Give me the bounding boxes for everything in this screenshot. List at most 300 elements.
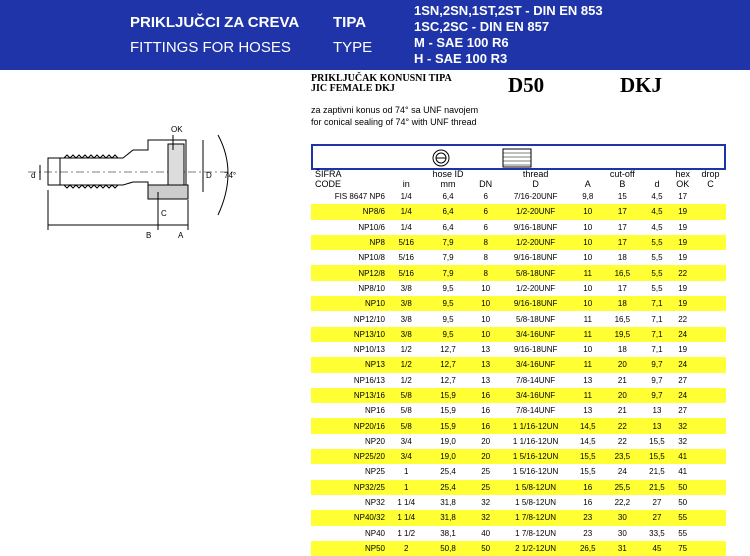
table-cell-in: 3/4: [400, 436, 412, 446]
table-cell-ok: 24: [670, 357, 695, 372]
fitting-name-english: JIC FEMALE DKJ: [311, 83, 395, 94]
fitting-name-serbian: PRIKLJUČAK KONUSNI TIPA: [311, 73, 452, 84]
table-cell-mm: 15,9: [421, 418, 474, 433]
table-row: [311, 495, 726, 510]
table-cell-code: NP16/13: [353, 375, 385, 385]
table-cell-code: NP13/10: [311, 327, 391, 342]
table-cell-d: 1 5/8-12UN: [515, 498, 557, 508]
table-cell-d: 7/16-20UNF: [513, 192, 558, 202]
table-cell-mm: 50,8: [421, 541, 474, 556]
header-cell: [574, 169, 601, 179]
table-cell-d: 5,5: [644, 265, 671, 280]
table-cell-ok: 19: [678, 345, 688, 355]
header-cell: [644, 169, 671, 179]
description-english: for conical sealing of 74° with UNF thread: [311, 117, 477, 127]
table-cell-d: 7,1: [651, 314, 663, 324]
table-cell-c: [695, 235, 726, 250]
header-cell: hex: [675, 169, 690, 179]
table-cell-c: [695, 373, 726, 388]
label-b: B: [146, 231, 152, 240]
table-cell-in: 1/2: [400, 375, 412, 385]
table-cell-d: 15,5: [649, 436, 665, 446]
table-cell-d: 1 7/8-12UN: [515, 528, 557, 538]
table-cell-b: 20: [601, 357, 644, 372]
header-cell: A: [584, 179, 591, 189]
table-cell-d: 5,5: [651, 283, 663, 293]
table-cell-ok: 32: [670, 418, 695, 433]
type-label-serbian: TIPA: [333, 14, 367, 31]
table-cell-a: 10: [583, 253, 593, 263]
symbol-icons: [313, 146, 728, 170]
table-cell-c: [695, 434, 726, 449]
table-cell-ok: 55: [670, 510, 695, 525]
table-cell-code: NP16: [364, 406, 385, 416]
table-cell-mm: 15,9: [440, 406, 456, 416]
table-cell-ok: 55: [678, 528, 688, 538]
table-cell-dn: 6: [483, 192, 488, 202]
table-cell-in: 5/16: [391, 235, 421, 250]
table-cell-dn: 13: [481, 345, 491, 355]
header-cell: D: [532, 179, 539, 189]
table-cell-b: 24: [617, 467, 627, 477]
table-cell-mm: 31,8: [421, 510, 474, 525]
table-cell-d: 1 5/16-12UN: [512, 467, 559, 477]
header-cell: ŠIFRA: [315, 169, 342, 179]
table-cell-dn: 6: [483, 222, 488, 232]
table-cell-d: 4,5: [644, 204, 671, 219]
header-cell: mm: [440, 179, 456, 189]
table-cell-d: 21,5: [649, 467, 665, 477]
table-cell-dn: 25: [475, 480, 497, 495]
table-cell-d: 5,5: [644, 235, 671, 250]
table-cell-d: 1 5/16-12UN: [497, 449, 575, 464]
label-ok: OK: [171, 125, 183, 134]
table-cell-dn: 13: [475, 357, 497, 372]
table-cell-dn: 20: [475, 449, 497, 464]
table-cell-c: [695, 541, 726, 556]
table-row: [311, 526, 726, 541]
table-cell-b: 22: [617, 436, 627, 446]
table-cell-in: 1/4: [400, 192, 412, 202]
table-cell-c: [695, 281, 726, 296]
table-cell-a: 15,5: [574, 449, 601, 464]
table-cell-a: 15,5: [579, 467, 596, 477]
table-cell-ok: 27: [678, 375, 688, 385]
table-cell-d: 7,1: [651, 345, 663, 355]
table-cell-a: 23: [574, 510, 601, 525]
fitting-technical-drawing: [28, 120, 243, 245]
table-cell-d: 9/16-18UNF: [513, 345, 558, 355]
fitting-code: DKJ: [620, 73, 662, 97]
table-cell-c: [695, 388, 726, 403]
table-cell-a: 10: [574, 296, 601, 311]
table-cell-d: 3/4-16UNF: [497, 388, 575, 403]
table-cell-a: 16: [583, 498, 593, 508]
table-cell-c: [695, 311, 726, 326]
table-row: [311, 220, 726, 235]
table-cell-d: 7/8-14UNF: [516, 375, 556, 385]
table-cell-dn: 8: [475, 265, 497, 280]
header-cell: drop: [701, 169, 720, 179]
table-cell-mm: 19,0: [421, 449, 474, 464]
table-cell-in: 3/8: [400, 314, 412, 324]
table-cell-b: 16,5: [601, 265, 644, 280]
table-cell-b: 22: [601, 418, 644, 433]
table-cell-in: 3/8: [391, 296, 421, 311]
title-english: FITTINGS FOR HOSES: [130, 39, 291, 56]
table-cell-c: [695, 357, 726, 372]
table-cell-ok: 24: [670, 388, 695, 403]
table-row: [311, 449, 726, 464]
label-c: C: [161, 209, 167, 218]
table-cell-in: 1 1/4: [391, 510, 421, 525]
fittings-table: [311, 169, 726, 556]
table-cell-mm: 6,4: [442, 192, 454, 202]
table-cell-d: 9,7: [644, 357, 671, 372]
label-angle: 74°: [224, 171, 237, 180]
table-cell-d: 5/8-18UNF: [516, 314, 556, 324]
table-cell-d: 4,5: [651, 222, 663, 232]
table-cell-code: NP10: [311, 296, 391, 311]
table-cell-c: [695, 327, 726, 342]
header-banner: [0, 0, 750, 70]
table-cell-in: 5/16: [398, 253, 415, 263]
table-cell-b: 17: [617, 283, 627, 293]
table-cell-d: 9/16-18UNF: [513, 253, 558, 263]
table-cell-b: 25,5: [601, 480, 644, 495]
table-cell-ok: 41: [670, 449, 695, 464]
table-cell-d: 3/4-16UNF: [497, 357, 575, 372]
table-row: [311, 250, 726, 265]
table-cell-a: 11: [574, 388, 601, 403]
table-cell-dn: 32: [475, 510, 497, 525]
table-cell-c: [695, 296, 726, 311]
table-row: [311, 281, 726, 296]
table-cell-dn: 16: [475, 388, 497, 403]
table-cell-ok: 22: [678, 314, 688, 324]
table-cell-d: 9,7: [651, 375, 663, 385]
header-cell: C: [707, 179, 714, 189]
table-cell-in: 5/8: [391, 388, 421, 403]
symbol-row: [311, 144, 726, 170]
table-cell-code: NP32/25: [311, 480, 391, 495]
table-row: [311, 434, 726, 449]
table-cell-c: [695, 418, 726, 433]
table-cell-b: 23,5: [601, 449, 644, 464]
table-cell-d: 1/2-20UNF: [497, 204, 575, 219]
table-cell-in: 1/4: [391, 204, 421, 219]
table-cell-mm: 12,7: [421, 357, 474, 372]
header-cell: OK: [676, 179, 690, 189]
table-cell-ok: 19: [678, 283, 688, 293]
table-cell-in: 1/4: [400, 222, 412, 232]
table-cell-ok: 50: [678, 498, 688, 508]
table-cell-b: 30: [601, 510, 644, 525]
spec-line-4: H - SAE 100 R3: [414, 51, 508, 66]
table-row: [311, 418, 726, 433]
header-cell: hose ID: [432, 169, 464, 179]
table-cell-mm: 7,9: [421, 235, 474, 250]
table-cell-b: 22,2: [614, 498, 631, 508]
table-cell-d: 1 1/16-12UN: [512, 436, 559, 446]
table-cell-mm: 12,7: [440, 375, 456, 385]
table-cell-mm: 9,5: [421, 296, 474, 311]
table-cell-dn: 32: [481, 498, 491, 508]
table-cell-a: 26,5: [574, 541, 601, 556]
table-cell-dn: 40: [481, 528, 491, 538]
table-cell-c: [695, 342, 726, 357]
table-cell-b: 21: [617, 375, 627, 385]
header-cell: cut-off: [609, 169, 635, 179]
fitting-description: [311, 104, 478, 128]
table-cell-ok: 27: [678, 406, 688, 416]
table-cell-ok: 24: [670, 327, 695, 342]
table-cell-dn: 10: [481, 314, 491, 324]
table-row: [311, 480, 726, 495]
table-cell-code: NP25/20: [311, 449, 391, 464]
table-cell-in: 1/2: [391, 357, 421, 372]
table-cell-code: NP10/8: [358, 253, 385, 263]
hex-section-icon: [433, 150, 449, 166]
table-cell-ok: 17: [678, 192, 688, 202]
table-cell-d: 9/16-18UNF: [497, 296, 575, 311]
table-cell-code: NP13/16: [311, 388, 391, 403]
table-cell-d: 1 1/16-12UN: [497, 418, 575, 433]
table-cell-b: 15: [617, 192, 627, 202]
spec-line-1: 1SN,2SN,1ST,2ST - DIN EN 853: [414, 3, 603, 18]
table-row: [311, 296, 726, 311]
label-D: D: [206, 171, 212, 180]
table-cell-b: 19,5: [601, 327, 644, 342]
table-cell-code: NP20: [364, 436, 385, 446]
table-cell-mm: 38,1: [440, 528, 456, 538]
header-cell: in: [402, 179, 410, 189]
table-cell-in: 1 1/4: [397, 498, 416, 508]
table-cell-b: 18: [617, 345, 627, 355]
header-cell: [391, 169, 421, 179]
series-code: D50: [508, 73, 545, 97]
table-cell-c: [695, 510, 726, 525]
table-row: [311, 204, 726, 219]
table-cell-b: 21: [617, 406, 627, 416]
table-cell-ok: 19: [678, 253, 688, 263]
table-cell-c: [695, 189, 726, 204]
title-serbian: PRIKLJUČCI ZA CREVA: [130, 14, 300, 31]
table-cell-mm: 9,5: [442, 283, 454, 293]
table-cell-in: 1/2: [400, 345, 412, 355]
header-cell: CODE: [315, 179, 342, 189]
table-cell-dn: 25: [481, 467, 491, 477]
table-cell-dn: 16: [481, 406, 491, 416]
table-cell-dn: 13: [481, 375, 491, 385]
table-cell-dn: 50: [475, 541, 497, 556]
table-cell-a: 13: [583, 375, 593, 385]
table-cell-a: 11: [574, 357, 601, 372]
header-cell: thread: [522, 169, 549, 179]
table-cell-dn: 10: [475, 327, 497, 342]
table-row: [311, 373, 726, 388]
table-cell-ok: 75: [670, 541, 695, 556]
table-cell-d: 1 5/8-12UN: [497, 480, 575, 495]
table-cell-mm: 25,4: [440, 467, 456, 477]
table-cell-mm: 7,9: [442, 253, 454, 263]
table-row: [311, 464, 726, 479]
table-header-row-2: [311, 179, 726, 189]
table-cell-code: NP50: [311, 541, 391, 556]
table-cell-d: 21,5: [644, 480, 671, 495]
table-cell-a: 9,8: [582, 192, 594, 202]
table-cell-a: 10: [583, 283, 593, 293]
table-cell-code: FIS 8647 NP6: [334, 192, 385, 202]
table-cell-a: 16: [574, 480, 601, 495]
table-row: [311, 357, 726, 372]
table-cell-code: NP40/32: [311, 510, 391, 525]
thread-icon: [503, 149, 531, 167]
table-cell-code: NP10/6: [358, 222, 385, 232]
table-cell-a: 14,5: [574, 418, 601, 433]
table-cell-c: [695, 265, 726, 280]
table-row: [311, 541, 726, 556]
table-cell-d: 27: [644, 510, 671, 525]
table-cell-b: 17: [601, 235, 644, 250]
table-cell-c: [695, 464, 726, 479]
table-cell-d: 9/16-18UNF: [513, 222, 558, 232]
table-cell-b: 18: [617, 253, 627, 263]
table-cell-b: 31: [601, 541, 644, 556]
table-cell-code: NP12/10: [353, 314, 385, 324]
table-cell-b: 17: [601, 204, 644, 219]
table-cell-code: NP40: [364, 528, 385, 538]
table-cell-dn: 6: [475, 204, 497, 219]
table-cell-in: 3/8: [391, 327, 421, 342]
table-cell-b: 16,5: [614, 314, 631, 324]
label-a: A: [178, 231, 184, 240]
table-cell-mm: 9,5: [442, 314, 454, 324]
table-cell-mm: 19,0: [440, 436, 456, 446]
table-row: [311, 189, 726, 204]
table-cell-mm: 15,9: [421, 388, 474, 403]
table-cell-a: 11: [574, 265, 601, 280]
table-cell-a: 11: [574, 327, 601, 342]
table-header-row-1: [311, 169, 726, 179]
table-cell-d: 1/2-20UNF: [497, 235, 575, 250]
table-cell-code: NP25: [364, 467, 385, 477]
table-cell-code: NP8/6: [311, 204, 391, 219]
table-row: [311, 342, 726, 357]
table-cell-mm: 31,8: [440, 498, 456, 508]
table-cell-a: 13: [583, 406, 593, 416]
table-cell-a: 10: [574, 235, 601, 250]
table-cell-mm: 9,5: [421, 327, 474, 342]
table-cell-in: 3/8: [400, 283, 412, 293]
table-row: [311, 388, 726, 403]
table-cell-d: 1 7/8-12UN: [497, 510, 575, 525]
table-cell-d: 2 1/2-12UN: [497, 541, 575, 556]
table-cell-a: 10: [583, 345, 593, 355]
spec-line-3: M - SAE 100 R6: [414, 35, 509, 50]
table-cell-ok: 22: [670, 265, 695, 280]
table-cell-d: 15,5: [644, 449, 671, 464]
table-cell-code: NP8/10: [358, 283, 385, 293]
table-cell-c: [695, 220, 726, 235]
fitting-name: [311, 74, 452, 94]
table-cell-d: 5,5: [651, 253, 663, 263]
table-cell-a: 14,5: [579, 436, 596, 446]
table-cell-c: [695, 403, 726, 418]
table-cell-d: 33,5: [649, 528, 665, 538]
table-cell-mm: 7,9: [421, 265, 474, 280]
table-cell-d: 13: [652, 406, 662, 416]
table-cell-in: 1: [404, 467, 409, 477]
table-cell-c: [695, 204, 726, 219]
table-row: [311, 265, 726, 280]
table-cell-code: NP10/13: [353, 345, 385, 355]
table-cell-b: 18: [601, 296, 644, 311]
table-cell-ok: 50: [670, 480, 695, 495]
table-cell-code: NP8: [311, 235, 391, 250]
table-row: [311, 235, 726, 250]
table-cell-ok: 32: [678, 436, 688, 446]
table-cell-c: [695, 480, 726, 495]
table-cell-c: [695, 250, 726, 265]
table-cell-dn: 8: [475, 235, 497, 250]
table-cell-mm: 12,7: [440, 345, 456, 355]
table-cell-in: 2: [391, 541, 421, 556]
table-cell-mm: 25,4: [421, 480, 474, 495]
table-row: [311, 403, 726, 418]
table-cell-in: 5/8: [391, 418, 421, 433]
table-cell-b: 20: [601, 388, 644, 403]
header-cell: B: [619, 179, 626, 189]
table-cell-in: 1 1/2: [397, 528, 416, 538]
description-serbian: za zaptivni konus od 74° sa UNF navojem: [311, 105, 479, 115]
table-cell-c: [695, 526, 726, 541]
table-row: [311, 510, 726, 525]
table-cell-d: 7/8-14UNF: [516, 406, 556, 416]
table-cell-in: 5/8: [400, 406, 412, 416]
table-cell-b: 17: [617, 222, 627, 232]
table-cell-d: 5/8-18UNF: [497, 265, 575, 280]
table-cell-ok: 41: [678, 467, 688, 477]
table-cell-in: 5/16: [391, 265, 421, 280]
table-cell-a: 11: [583, 314, 592, 324]
header-cell: d: [654, 179, 660, 189]
table-cell-code: NP20/16: [311, 418, 391, 433]
table-cell-dn: 20: [481, 436, 491, 446]
table-cell-d: 7,1: [644, 296, 671, 311]
table-row: [311, 327, 726, 342]
table-cell-d: 4,5: [651, 192, 663, 202]
header-cell: DN: [479, 179, 493, 189]
table-cell-d: 3/4-16UNF: [497, 327, 575, 342]
table-cell-b: 30: [617, 528, 627, 538]
table-cell-d: 27: [652, 498, 662, 508]
table-cell-code: NP13: [311, 357, 391, 372]
table-cell-dn: 16: [475, 418, 497, 433]
table-cell-d: 9,7: [644, 388, 671, 403]
table-cell-code: NP12/8: [311, 265, 391, 280]
table-cell-d: 1/2-20UNF: [516, 283, 556, 293]
spec-line-2: 1SC,2SC - DIN EN 857: [414, 19, 550, 34]
table-cell-a: 10: [583, 222, 593, 232]
table-cell-a: 10: [574, 204, 601, 219]
table-cell-in: 1: [391, 480, 421, 495]
table-cell-ok: 19: [670, 296, 695, 311]
header-cell: [475, 169, 497, 179]
table-cell-ok: 19: [670, 204, 695, 219]
table-cell-dn: 8: [483, 253, 488, 263]
table-cell-d: 13: [644, 418, 671, 433]
